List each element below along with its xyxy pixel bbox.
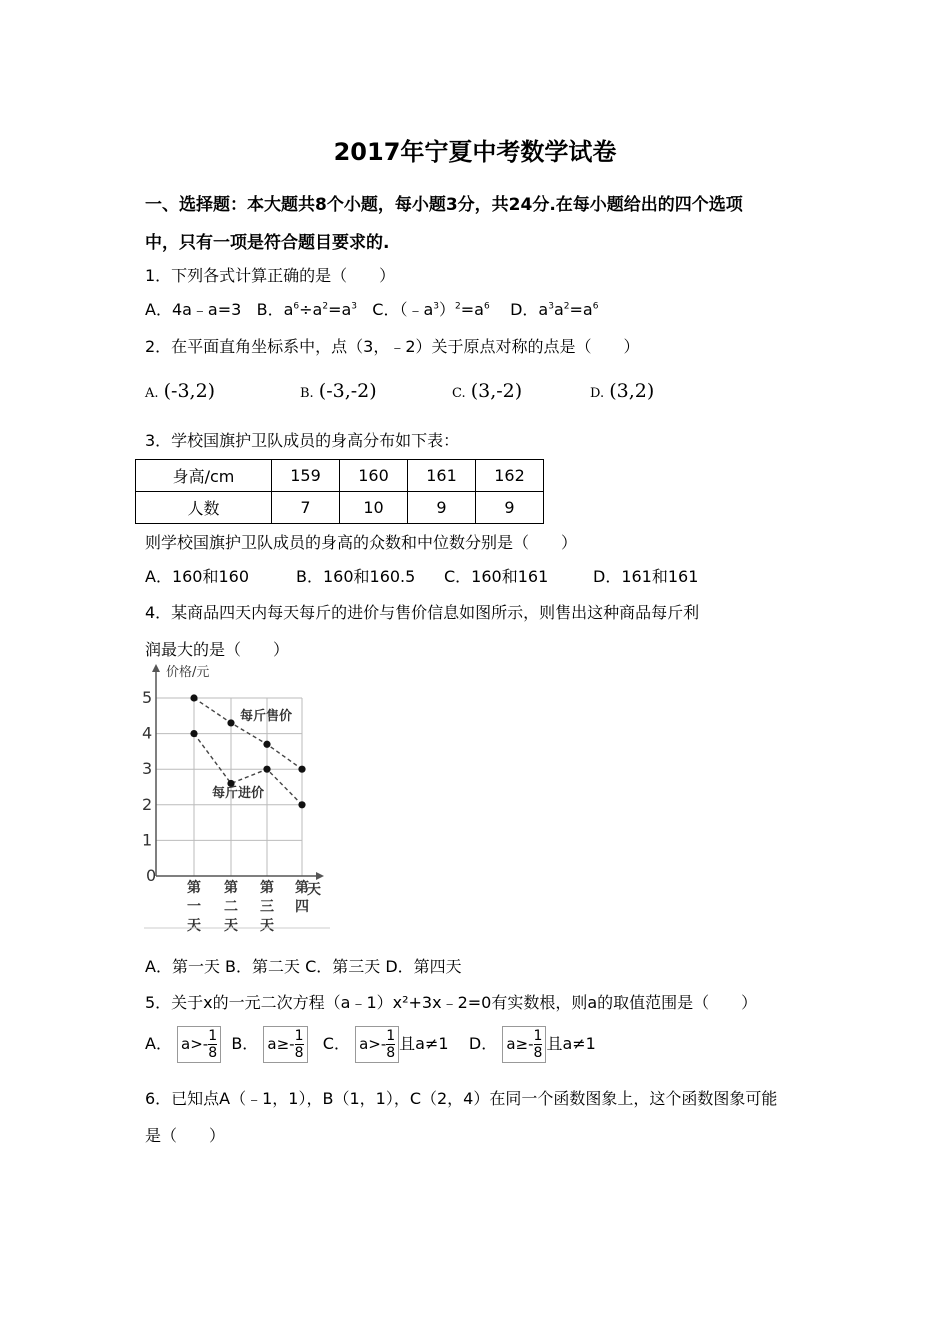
q2-option-d: D. (3,2): [590, 380, 655, 402]
q3-option-a: A．160和160: [145, 567, 250, 586]
table-cell: 7: [272, 492, 340, 524]
table-cell: 身高/cm: [136, 460, 272, 492]
table-cell: 161: [408, 460, 476, 492]
data-point: [298, 766, 305, 773]
y-axis-label: 价格/元: [166, 665, 210, 680]
x-tick-label-char: 天: [260, 918, 274, 934]
q5-option-c: a>- $\frac{1}{8}$: [355, 1026, 399, 1063]
data-point: [298, 801, 305, 808]
q3-option-c: C．160和161: [444, 567, 549, 586]
section-heading: 一、选择题：本大题共8个小题，每小题3分，共24分.在每小题给出的四个选项: [145, 195, 743, 215]
x-tick-label-char: 第: [260, 880, 274, 896]
y-tick-label: 4: [142, 723, 153, 743]
q5-option-a-label: A．: [145, 1034, 172, 1053]
x-tick-label-char: 第: [187, 880, 201, 896]
table-cell: 9: [476, 492, 544, 524]
q5-options: A． a>- $\frac{1}{8}$ B． a≥- $\frac{1}{8}$ C． a>- $\frac{1}{8}$ 且a≠1 D． a≥- $\frac{1}{8}$ 且a≠1: [145, 1028, 596, 1061]
data-point: [263, 741, 270, 748]
height-table: [135, 459, 544, 524]
x-tick-label-char: 四: [295, 899, 309, 915]
q6-stem-cont: 是（ ）: [145, 1126, 226, 1145]
q5-option-a: a>- $\frac{1}{8}$: [177, 1026, 221, 1063]
sell-label: 每斤售价: [240, 709, 293, 724]
q1-option-d: D．$a^3a^2=a^6$: [510, 300, 599, 319]
table-cell: 10: [340, 492, 408, 524]
y-tick-label: 1: [142, 830, 153, 850]
q3-stem: 3．学校国旗护卫队成员的身高分布如下表：: [145, 431, 460, 450]
x-tick-label-char: 天: [187, 918, 201, 934]
table-row: [136, 460, 544, 492]
q2-option-b: B. (-3,-2): [300, 380, 377, 402]
q4-options: A．第一天 B．第二天 C．第三天 D．第四天: [145, 957, 462, 976]
q1-option-a: A．4a﹣a=3: [145, 300, 242, 319]
buy-label: 每斤进价: [212, 786, 265, 801]
x-tick-label-char: 二: [224, 899, 238, 915]
q5-option-c-label: C．: [322, 1034, 350, 1053]
x-tick-label-char: 一: [187, 899, 201, 915]
table-cell: 160: [340, 460, 408, 492]
data-point: [263, 766, 270, 773]
y-tick-label: 3: [142, 759, 153, 779]
x-tick-label-char: 第: [295, 880, 309, 896]
table-cell: 人数: [136, 492, 272, 524]
q3-after: 则学校国旗护卫队成员的身高的众数和中位数分别是（ ）: [145, 533, 578, 552]
q4-stem: 4．某商品四天内每天每斤的进价与售价信息如图所示，则售出这种商品每斤利: [145, 603, 700, 622]
q1-stem: 1．下列各式计算正确的是（ ）: [145, 266, 396, 285]
q4-stem-cont: 润最大的是（ ）: [145, 640, 290, 659]
q5-option-b: a≥- $\frac{1}{8}$: [263, 1026, 307, 1063]
table-cell: 9: [408, 492, 476, 524]
q5-option-d-label: D．: [468, 1034, 498, 1053]
table-cell: 159: [272, 460, 340, 492]
x-tick-label-char: 第: [224, 880, 238, 896]
y-tick-label: 2: [142, 794, 153, 814]
q5-option-d: a≥- $\frac{1}{8}$: [502, 1026, 546, 1063]
table-cell: 162: [476, 460, 544, 492]
q2-stem: 2．在平面直角坐标系中，点（3，﹣2）关于原点对称的点是（ ）: [145, 337, 640, 356]
q5-option-b-label: B．: [231, 1034, 259, 1053]
y-tick-label: 0: [146, 866, 157, 885]
q6-stem: 6．已知点A（﹣1，1），B（1，1），C（2，4）在同一个函数图象上，这个函数图象可能: [145, 1089, 778, 1108]
page-title: 2017年宁夏中考数学试卷: [333, 138, 617, 166]
y-tick-label: 5: [142, 688, 153, 707]
x-axis-label: 天: [307, 882, 321, 898]
q3-option-d: D．161和161: [593, 567, 699, 586]
table-row: [136, 492, 544, 524]
x-tick-label-char: 天: [224, 918, 238, 934]
x-tick-label-char: 三: [260, 899, 274, 915]
q1-options: [145, 297, 598, 320]
data-point: [190, 730, 197, 737]
q1-option-c: C．$(﹣a^3)^2=a^6$: [372, 300, 490, 319]
y-axis-arrow: [152, 664, 160, 672]
q3-option-b: B．160和160.5: [296, 567, 416, 586]
q1-option-b: B．$a^6\div a^2=a^3$: [256, 300, 358, 319]
data-point: [227, 719, 234, 726]
q5-stem: 5．关于x的一元二次方程（a﹣1）x²+3x﹣2=0有实数根，则a的取值范围是（ ）: [145, 993, 758, 1012]
q2-option-c: C. (3,-2): [452, 380, 523, 402]
section-heading-cont: 中，只有一项是符合题目要求的.: [145, 233, 390, 253]
x-axis-arrow: [316, 872, 324, 880]
data-point: [190, 694, 197, 701]
q2-option-a: A. (-3,2): [145, 380, 216, 402]
price-chart: [140, 662, 340, 934]
